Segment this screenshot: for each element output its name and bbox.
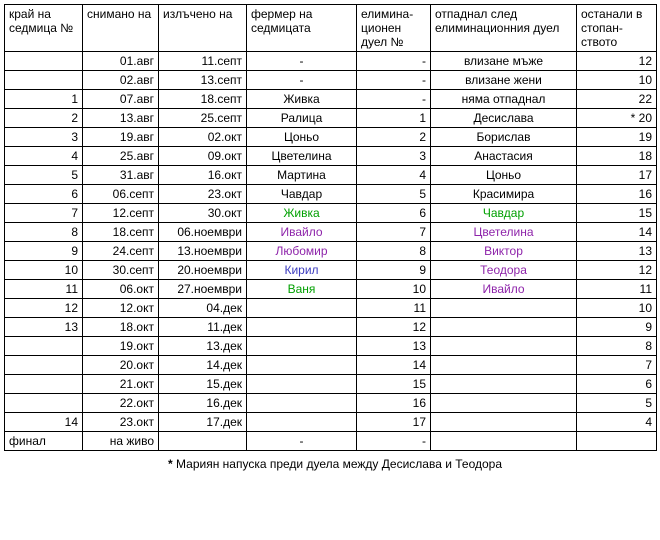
table-cell: Цветелина xyxy=(247,147,357,166)
table-cell: 14 xyxy=(5,413,83,432)
table-cell: 19 xyxy=(577,128,657,147)
table-row xyxy=(5,185,657,204)
table-cell: 11 xyxy=(577,280,657,299)
table-cell: финал xyxy=(5,432,83,451)
table-cell xyxy=(5,337,83,356)
table-cell: 9 xyxy=(5,242,83,261)
table-row xyxy=(5,166,657,185)
column-header-duel-number: елимина-ционен дуел № xyxy=(357,5,431,52)
table-cell: 3 xyxy=(5,128,83,147)
table-row xyxy=(5,90,657,109)
table-cell: 6 xyxy=(577,375,657,394)
table-row xyxy=(5,280,657,299)
table-cell: 10 xyxy=(577,299,657,318)
table-cell xyxy=(5,356,83,375)
table-cell: 30.септ xyxy=(83,261,159,280)
table-cell: Любомир xyxy=(247,242,357,261)
table-cell xyxy=(431,375,577,394)
table-header xyxy=(5,5,657,52)
table-cell: 09.окт xyxy=(159,147,247,166)
table-cell: 4 xyxy=(5,147,83,166)
table-row xyxy=(5,299,657,318)
column-header-remaining: останали в стопан-ството xyxy=(577,5,657,52)
table-cell: 13 xyxy=(357,337,431,356)
table-cell: 5 xyxy=(5,166,83,185)
table-cell: 4 xyxy=(357,166,431,185)
table-cell: - xyxy=(357,71,431,90)
table-cell: 24.септ xyxy=(83,242,159,261)
table-cell: 22.окт xyxy=(83,394,159,413)
footnote-star: * xyxy=(168,457,173,471)
table-cell: 07.авг xyxy=(83,90,159,109)
table-cell: 12 xyxy=(577,52,657,71)
table-cell: - xyxy=(357,52,431,71)
table-cell: 6 xyxy=(5,185,83,204)
footnote xyxy=(4,457,656,471)
table-cell: 16 xyxy=(577,185,657,204)
table-cell: 18 xyxy=(577,147,657,166)
column-header-aired-on: излъчено на xyxy=(159,5,247,52)
table-row xyxy=(5,242,657,261)
table-cell: 06.септ xyxy=(83,185,159,204)
table-cell: Виктор xyxy=(431,242,577,261)
table-cell: - xyxy=(357,432,431,451)
table-cell xyxy=(159,432,247,451)
table-cell: 15 xyxy=(357,375,431,394)
table-cell: Ивайло xyxy=(247,223,357,242)
table-cell: Анастасия xyxy=(431,147,577,166)
table-cell: 11 xyxy=(5,280,83,299)
table-cell xyxy=(5,394,83,413)
table-cell: влизане жени xyxy=(431,71,577,90)
column-header-farmer-of-week: фермер на седмицата xyxy=(247,5,357,52)
table-cell: 1 xyxy=(357,109,431,128)
table-cell xyxy=(247,318,357,337)
table-cell: 12 xyxy=(5,299,83,318)
table-cell: 2 xyxy=(5,109,83,128)
table-cell: 04.дек xyxy=(159,299,247,318)
table-body xyxy=(5,52,657,451)
table-row xyxy=(5,432,657,451)
table-cell: Красимира xyxy=(431,185,577,204)
table-cell: 15.дек xyxy=(159,375,247,394)
table-cell: 15 xyxy=(577,204,657,223)
table-cell xyxy=(247,394,357,413)
table-cell xyxy=(247,356,357,375)
table-cell: 01.авг xyxy=(83,52,159,71)
table-cell: Ралица xyxy=(247,109,357,128)
table-cell: 18.септ xyxy=(159,90,247,109)
table-row xyxy=(5,204,657,223)
table-cell: Цветелина xyxy=(431,223,577,242)
table-cell: 10 xyxy=(577,71,657,90)
table-row xyxy=(5,337,657,356)
table-cell: 10 xyxy=(357,280,431,299)
table-cell: 13.ноември xyxy=(159,242,247,261)
table-cell: Мартина xyxy=(247,166,357,185)
table-cell: 21.окт xyxy=(83,375,159,394)
column-header-filmed-on: снимано на xyxy=(83,5,159,52)
table-cell xyxy=(5,375,83,394)
footnote-text: Мариян напуска преди дуела между Десислава и Теодора xyxy=(176,457,502,471)
table-cell: 19.окт xyxy=(83,337,159,356)
table-cell: 2 xyxy=(357,128,431,147)
table-cell: Теодора xyxy=(431,261,577,280)
table-cell: 06.окт xyxy=(83,280,159,299)
table-cell: 13.септ xyxy=(159,71,247,90)
table-cell: 8 xyxy=(357,242,431,261)
table-cell: 16 xyxy=(357,394,431,413)
table-cell: 22 xyxy=(577,90,657,109)
table-cell xyxy=(431,432,577,451)
table-row xyxy=(5,261,657,280)
table-row xyxy=(5,394,657,413)
table-cell: 17 xyxy=(357,413,431,432)
table-cell: на живо xyxy=(83,432,159,451)
table-cell: 11 xyxy=(357,299,431,318)
table-cell xyxy=(247,337,357,356)
table-cell: 06.ноември xyxy=(159,223,247,242)
table-cell xyxy=(431,356,577,375)
table-cell: Цоньо xyxy=(247,128,357,147)
table-cell: 13.авг xyxy=(83,109,159,128)
table-cell: 20.ноември xyxy=(159,261,247,280)
table-cell xyxy=(5,52,83,71)
table-cell: 8 xyxy=(5,223,83,242)
table-cell: 13 xyxy=(577,242,657,261)
table-cell: - xyxy=(247,71,357,90)
table-cell: 14 xyxy=(357,356,431,375)
table-cell: 12 xyxy=(357,318,431,337)
table-cell: 18.окт xyxy=(83,318,159,337)
table-cell: 18.септ xyxy=(83,223,159,242)
table-cell: Чавдар xyxy=(247,185,357,204)
column-header-eliminated: отпаднал след елиминационния дуел xyxy=(431,5,577,52)
table-cell xyxy=(431,394,577,413)
table-cell xyxy=(431,318,577,337)
table-row xyxy=(5,109,657,128)
table-cell xyxy=(431,413,577,432)
table-cell: 30.окт xyxy=(159,204,247,223)
table-cell xyxy=(247,299,357,318)
table-cell: 17.дек xyxy=(159,413,247,432)
table-cell: Борислав xyxy=(431,128,577,147)
table-cell: Ваня xyxy=(247,280,357,299)
table-row xyxy=(5,147,657,166)
table-cell: 4 xyxy=(577,413,657,432)
table-cell xyxy=(577,432,657,451)
table-cell: 23.окт xyxy=(83,413,159,432)
table-cell: 14.дек xyxy=(159,356,247,375)
table-cell: 17 xyxy=(577,166,657,185)
table-cell: - xyxy=(357,90,431,109)
table-cell: Живка xyxy=(247,204,357,223)
table-cell: 11.септ xyxy=(159,52,247,71)
table-cell: няма отпаднал xyxy=(431,90,577,109)
table-cell: - xyxy=(247,52,357,71)
table-row xyxy=(5,413,657,432)
table-cell: * 20 xyxy=(577,109,657,128)
table-cell: 20.окт xyxy=(83,356,159,375)
table-row xyxy=(5,71,657,90)
table-cell: 9 xyxy=(577,318,657,337)
table-cell: Чавдар xyxy=(431,204,577,223)
table-cell: 12.септ xyxy=(83,204,159,223)
table-cell: 7 xyxy=(5,204,83,223)
table-cell: 23.окт xyxy=(159,185,247,204)
table-cell xyxy=(431,299,577,318)
table-row xyxy=(5,356,657,375)
table-cell: 14 xyxy=(577,223,657,242)
table-cell: 5 xyxy=(577,394,657,413)
table-cell: 12 xyxy=(577,261,657,280)
table-cell: 02.авг xyxy=(83,71,159,90)
table-cell: 25.септ xyxy=(159,109,247,128)
table-cell: 13 xyxy=(5,318,83,337)
table-cell: 13.дек xyxy=(159,337,247,356)
table-cell: 6 xyxy=(357,204,431,223)
table-cell: 1 xyxy=(5,90,83,109)
table-cell: 25.авг xyxy=(83,147,159,166)
table-cell: 7 xyxy=(357,223,431,242)
table-cell xyxy=(431,337,577,356)
table-cell xyxy=(247,413,357,432)
table-cell: 5 xyxy=(357,185,431,204)
table-cell: 02.окт xyxy=(159,128,247,147)
table-cell: 10 xyxy=(5,261,83,280)
table-row xyxy=(5,318,657,337)
table-cell: влизане мъже xyxy=(431,52,577,71)
table-cell: 8 xyxy=(577,337,657,356)
table-header-row xyxy=(5,5,657,52)
table-cell: 31.авг xyxy=(83,166,159,185)
table-cell: 11.дек xyxy=(159,318,247,337)
column-header-week-end: край на седмица № xyxy=(5,5,83,52)
table-cell: 9 xyxy=(357,261,431,280)
season-schedule-table xyxy=(4,4,657,451)
table-cell: Десислава xyxy=(431,109,577,128)
table-cell: 16.дек xyxy=(159,394,247,413)
table-cell: Живка xyxy=(247,90,357,109)
table-cell: 19.авг xyxy=(83,128,159,147)
table-cell: 27.ноември xyxy=(159,280,247,299)
table-row xyxy=(5,375,657,394)
table-cell: Кирил xyxy=(247,261,357,280)
table-row xyxy=(5,52,657,71)
table-cell: Ивайло xyxy=(431,280,577,299)
table-row xyxy=(5,223,657,242)
table-cell: 3 xyxy=(357,147,431,166)
table-cell: - xyxy=(247,432,357,451)
table-cell xyxy=(247,375,357,394)
table-cell: Цоньо xyxy=(431,166,577,185)
table-row xyxy=(5,128,657,147)
table-cell: 7 xyxy=(577,356,657,375)
table-cell xyxy=(5,71,83,90)
table-cell: 12.окт xyxy=(83,299,159,318)
table-cell: 16.окт xyxy=(159,166,247,185)
